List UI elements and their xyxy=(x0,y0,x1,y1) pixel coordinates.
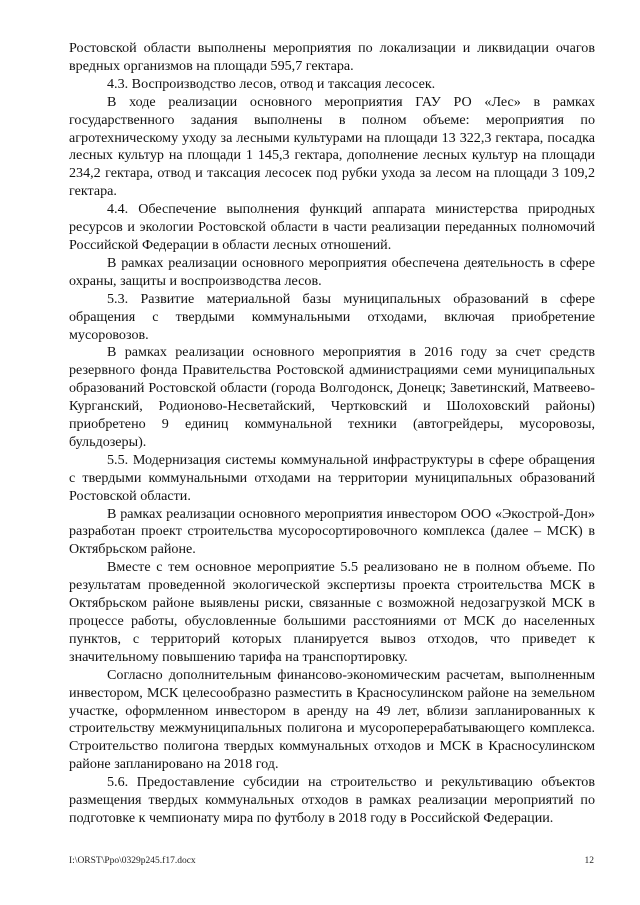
paragraph: Вместе с тем основное мероприятие 5.5 реализовано не в полном объеме. По результатам проведенной экологической экспертизы проекта строительства МСК в Октябрьском районе выявлены риски, связанные с возможной недозагрузкой МСК в процессе работы, обусловленные большими расстояниями от МСК до населенных пунктов, с территорий которых планируется вывоз отходов, что приведет к значительному повышению тарифа на транспортировку. xyxy=(69,559,595,665)
paragraph: 4.4. Обеспечение выполнения функций аппарата министерства природных ресурсов и экологии Ростовской области в части реализации переданных полномочий Российской Федерации в области лесных отношений. xyxy=(69,201,595,253)
document-body xyxy=(69,40,595,828)
paragraph: В рамках реализации основного мероприятия инвестором ООО «Экострой-Дон» разработан проект строительства мусоросортировочного комплекса (далее – МСК) в Октябрьском районе. xyxy=(69,505,595,558)
paragraph: Ростовской области выполнены мероприятия по локализации и ликвидации очагов вредных организмов на площади 595,7 гектара. xyxy=(69,40,595,74)
paragraph: В рамках реализации основного мероприятия в 2016 году за счет средств резервного фонда Правительства Ростовской администрациями семи муниципальных образований Ростовской области (города Волгодонск, Донецк; Заветинский, Матвеево-Курганский, Родионово-Несветайский, Чертковский и Шолоховский районы) приобретено 9 единиц коммунальной техники (автогрейдеры, мусоровозы, бульдозеры). xyxy=(69,344,595,450)
paragraph: 5.6. Предоставление субсидии на строительство и рекультивацию объектов размещения твердых коммунальных отходов в рамках реализации мероприятий по подготовке к чемпионату мира по футболу в 2018 году в Российской Федерации. xyxy=(69,774,595,826)
paragraph: 5.3. Развитие материальной базы муниципальных образований в сфере обращения с твердыми коммунальными отходами, включая приобретение мусоровозов. xyxy=(69,290,595,343)
paragraph: В ходе реализации основного мероприятия ГАУ РО «Лес» в рамках государственного задания выполнены в полном объеме: мероприятия по агротехническому уходу за лесными культурами на площади 13 322,3 гектара, посадка лесных культур на площади 1 145,3 гектара, дополнение лесных культур на площади 234,2 гектара, отвод и таксация лесосек под рубки ухода за лесом на площади 3 109,2 гектара. xyxy=(69,93,595,200)
paragraph: 5.5. Модернизация системы коммунальной инфраструктуры в сфере обращения с твердыми коммунальными отходами на территории муниципальных образований Ростовской области. xyxy=(69,451,595,504)
paragraph: В рамках реализации основного мероприятия обеспечена деятельность в сфере охраны, защиты и воспроизводства лесов. xyxy=(69,254,595,289)
paragraph: 4.3. Воспроизводство лесов, отвод и таксация лесосек. xyxy=(107,75,436,92)
paragraph: Согласно дополнительным финансово-экономическим расчетам, выполненным инвестором, МСК целесообразно разместить в Красносулинском районе на земельном участке, оформленном инвестором в аренду на 49 лет, вблизи запланированных к строительству межмуниципальных полигона и мусороперерабатывающего комплекса. Строительство полигона твердых коммунальных отходов и МСК в Красносулинском районе запланировано на 2018 год. xyxy=(69,666,595,773)
footer-file-path: I:\ORST\Ppo\0329p245.f17.docx xyxy=(69,856,196,866)
footer-page-number: 12 xyxy=(584,856,594,866)
